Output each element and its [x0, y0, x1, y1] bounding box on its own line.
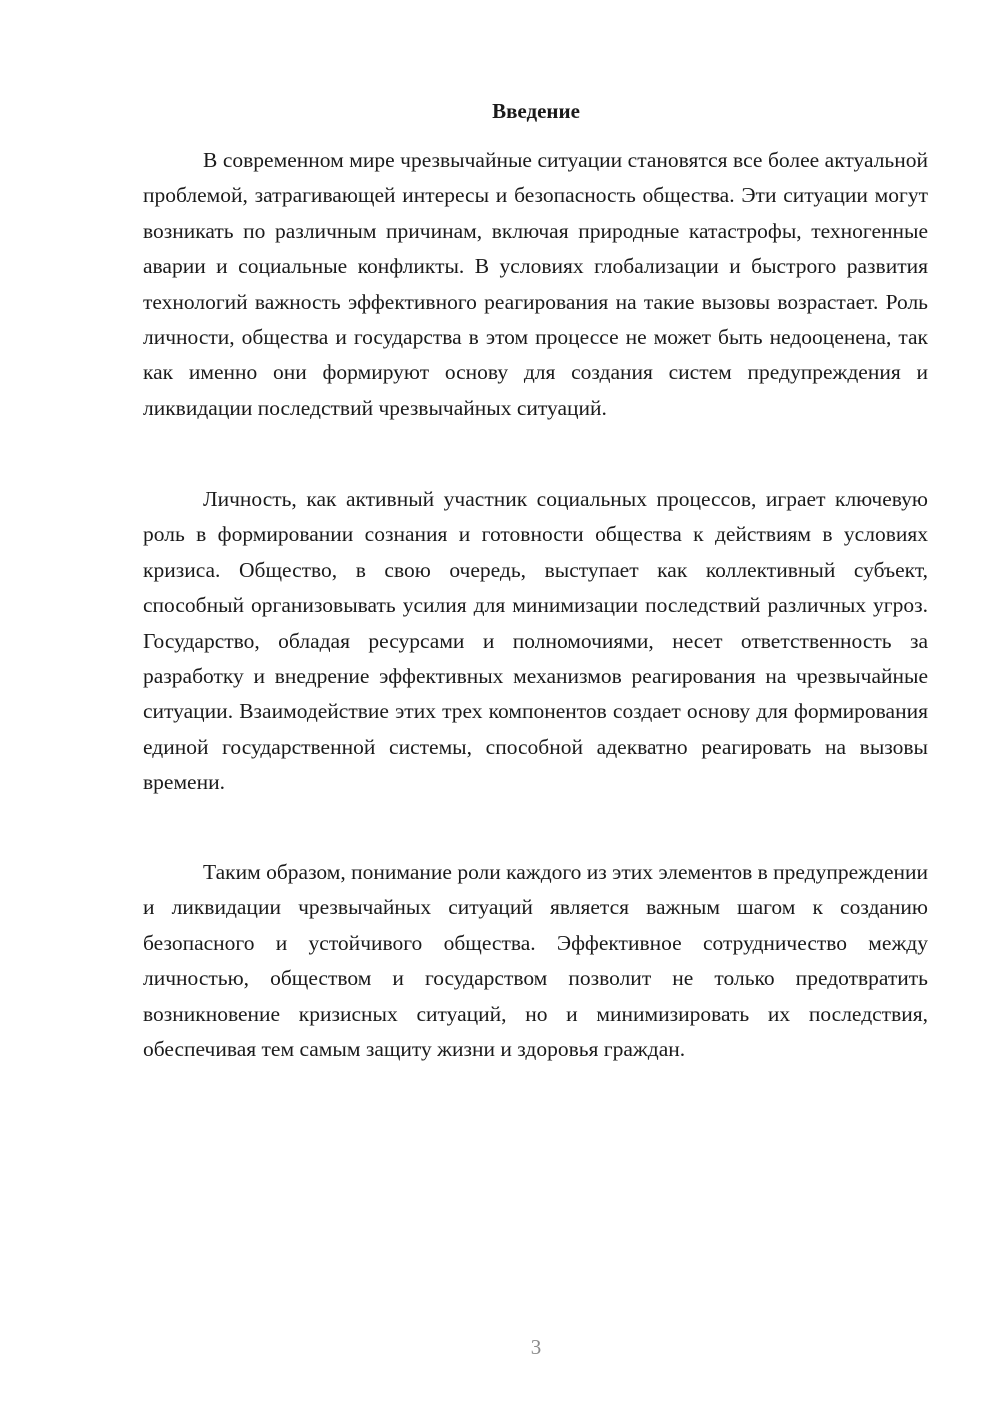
- paragraph-2: Личность, как активный участник социальных процессов, играет ключевую роль в формировании сознания и готовности общества к действиям в условиях кризиса. Общество, в свою очередь, выступает как коллективный субъект, способный организовывать усилия для минимизации последствий различных угроз. Государство, обладая ресурсами и полномочиями, несет ответственность за разработку и внедрение эффективных механизмов реагирования на чрезвычайные ситуации. Взаимодействие этих трех компонентов создает основу для формирования единой государственной системы, способной адекватно реагировать на вызовы времени.: [143, 487, 928, 795]
- paragraph-1: В современном мире чрезвычайные ситуации становятся все более актуальной проблемой, затрагивающей интересы и безопасность общества. Эти ситуации могут возникать по различным причинам, включая природные катастрофы, техногенные аварии и социальные конфликты. В условиях глобализации и быстрого развития технологий важность эффективного реагирования на такие вызовы возрастает. Роль личности, общества и государства в этом процессе не может быть недооценена, так как именно они формируют основу для создания систем предупреждения и ликвидации последствий чрезвычайных ситуаций.: [143, 148, 928, 420]
- page-number: 3: [530, 1335, 542, 1359]
- paragraph-3: Таким образом, понимание роли каждого из этих элементов в предупреждении и ликвидации чрезвычайных ситуаций является важным шагом к созданию безопасного и устойчивого общества. Эффективное сотрудничество между личностью, обществом и государством позволит не только предотвратить возникновение кризисных ситуаций, но и минимизировать их последствия, обеспечивая тем самым защиту жизни и здоровья граждан.: [143, 860, 928, 1062]
- section-heading: Введение: [492, 99, 580, 123]
